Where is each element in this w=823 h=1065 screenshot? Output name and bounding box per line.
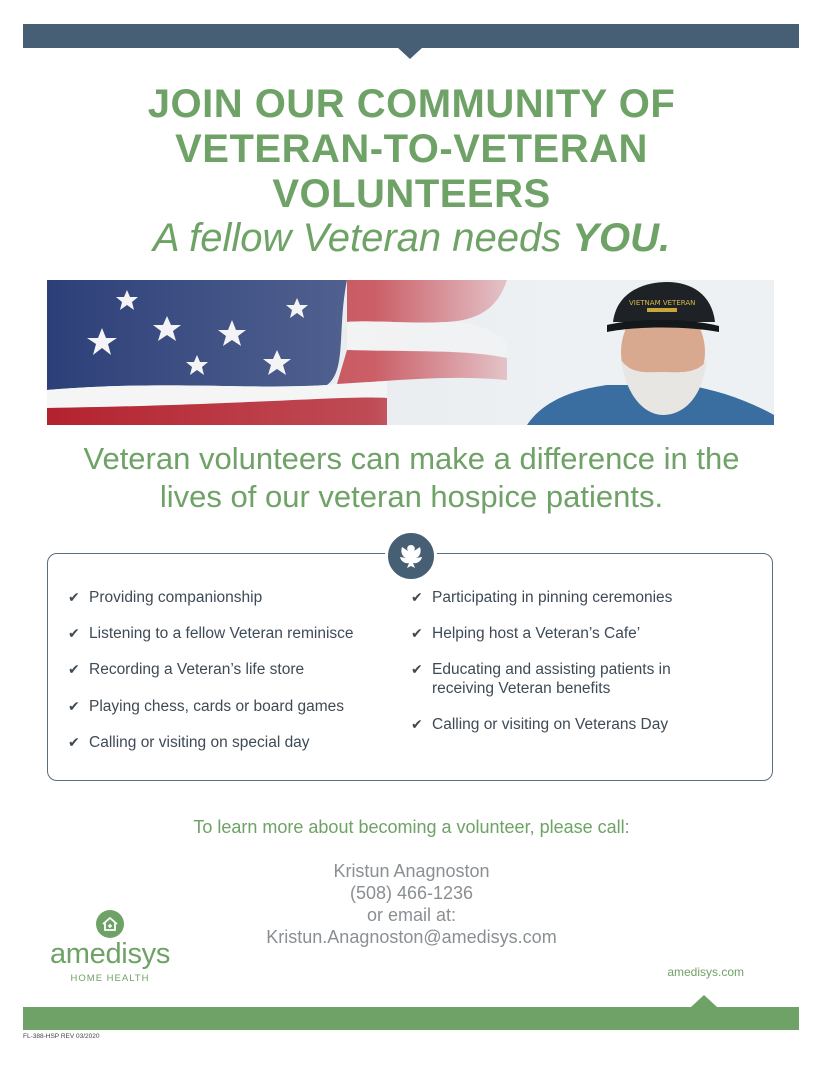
logo-subtitle: HOME HEALTH <box>70 973 150 984</box>
home-icon <box>96 910 124 938</box>
list-item-text: Providing companionship <box>89 589 263 606</box>
check-icon: ✔ <box>411 716 423 732</box>
list-item <box>68 733 403 752</box>
list-item-text: Helping host a Veteran’s Cafe’ <box>432 625 641 642</box>
bottom-footer-bar <box>23 1007 799 1030</box>
hero-banner-image <box>47 280 774 425</box>
contact-name: Kristun Anagnoston <box>333 861 490 881</box>
tagline <box>0 213 823 263</box>
activities-left-column <box>68 588 403 752</box>
headline-line-3: VOLUNTEERS <box>272 172 551 216</box>
check-icon: ✔ <box>411 661 423 677</box>
tagline-prefix: A fellow Veteran needs <box>152 216 573 260</box>
form-code: FL-388-HSP REV 03/2020 <box>23 1033 100 1040</box>
list-item-text: Calling or visiting on special day <box>89 734 310 751</box>
list-item <box>411 624 761 643</box>
headline-line-2: VETERAN-TO-VETERAN <box>175 127 648 171</box>
website-link[interactable]: amedisys.com <box>667 965 744 979</box>
list-item <box>68 660 403 679</box>
list-item <box>68 697 403 716</box>
subheadline-line-2: lives of our veteran hospice patients. <box>159 479 664 514</box>
headline-line-1: JOIN OUR COMMUNITY OF <box>147 82 676 126</box>
list-item-text: Playing chess, cards or board games <box>89 698 345 715</box>
flag-and-veteran-illustration <box>47 280 774 425</box>
list-item-text: Participating in pinning ceremonies <box>432 589 673 606</box>
tagline-emphasis: YOU. <box>572 216 671 260</box>
contact-phone: (508) 466-1236 <box>349 883 474 903</box>
learn-more-text: To learn more about becoming a volunteer, please call: <box>193 817 630 837</box>
top-bar-notch <box>397 47 423 59</box>
subheadline-line-1: Veteran volunteers can make a difference in the <box>83 441 740 476</box>
list-item-text: Educating and assisting patients in receiving Veteran benefits <box>432 661 671 697</box>
list-item <box>411 588 761 607</box>
check-icon: ✔ <box>411 625 423 641</box>
headline <box>0 82 823 217</box>
subheadline <box>0 440 823 516</box>
check-icon: ✔ <box>411 589 423 605</box>
check-icon: ✔ <box>68 661 80 677</box>
top-header-bar <box>23 24 799 48</box>
list-item <box>68 624 403 643</box>
list-item-text: Calling or visiting on Veterans Day <box>432 716 669 733</box>
contact-email: Kristun.Anagnoston@amedisys.com <box>266 927 557 947</box>
check-icon: ✔ <box>68 698 80 714</box>
list-item-text: Listening to a fellow Veteran reminisce <box>89 625 354 642</box>
check-icon: ✔ <box>68 625 80 641</box>
activities-right-column <box>411 588 761 734</box>
bottom-bar-notch <box>691 995 717 1007</box>
list-item <box>411 660 711 698</box>
eagle-icon <box>385 530 437 582</box>
logo-wordmark: amedisys <box>49 938 171 970</box>
list-item-text: Recording a Veteran’s life store <box>89 661 305 678</box>
check-icon: ✔ <box>68 589 80 605</box>
check-icon: ✔ <box>68 734 80 750</box>
list-item <box>411 715 761 734</box>
contact-email-intro: or email at: <box>366 905 457 925</box>
cap-text: VIETNAM VETERAN <box>629 299 696 307</box>
list-item <box>68 588 403 607</box>
